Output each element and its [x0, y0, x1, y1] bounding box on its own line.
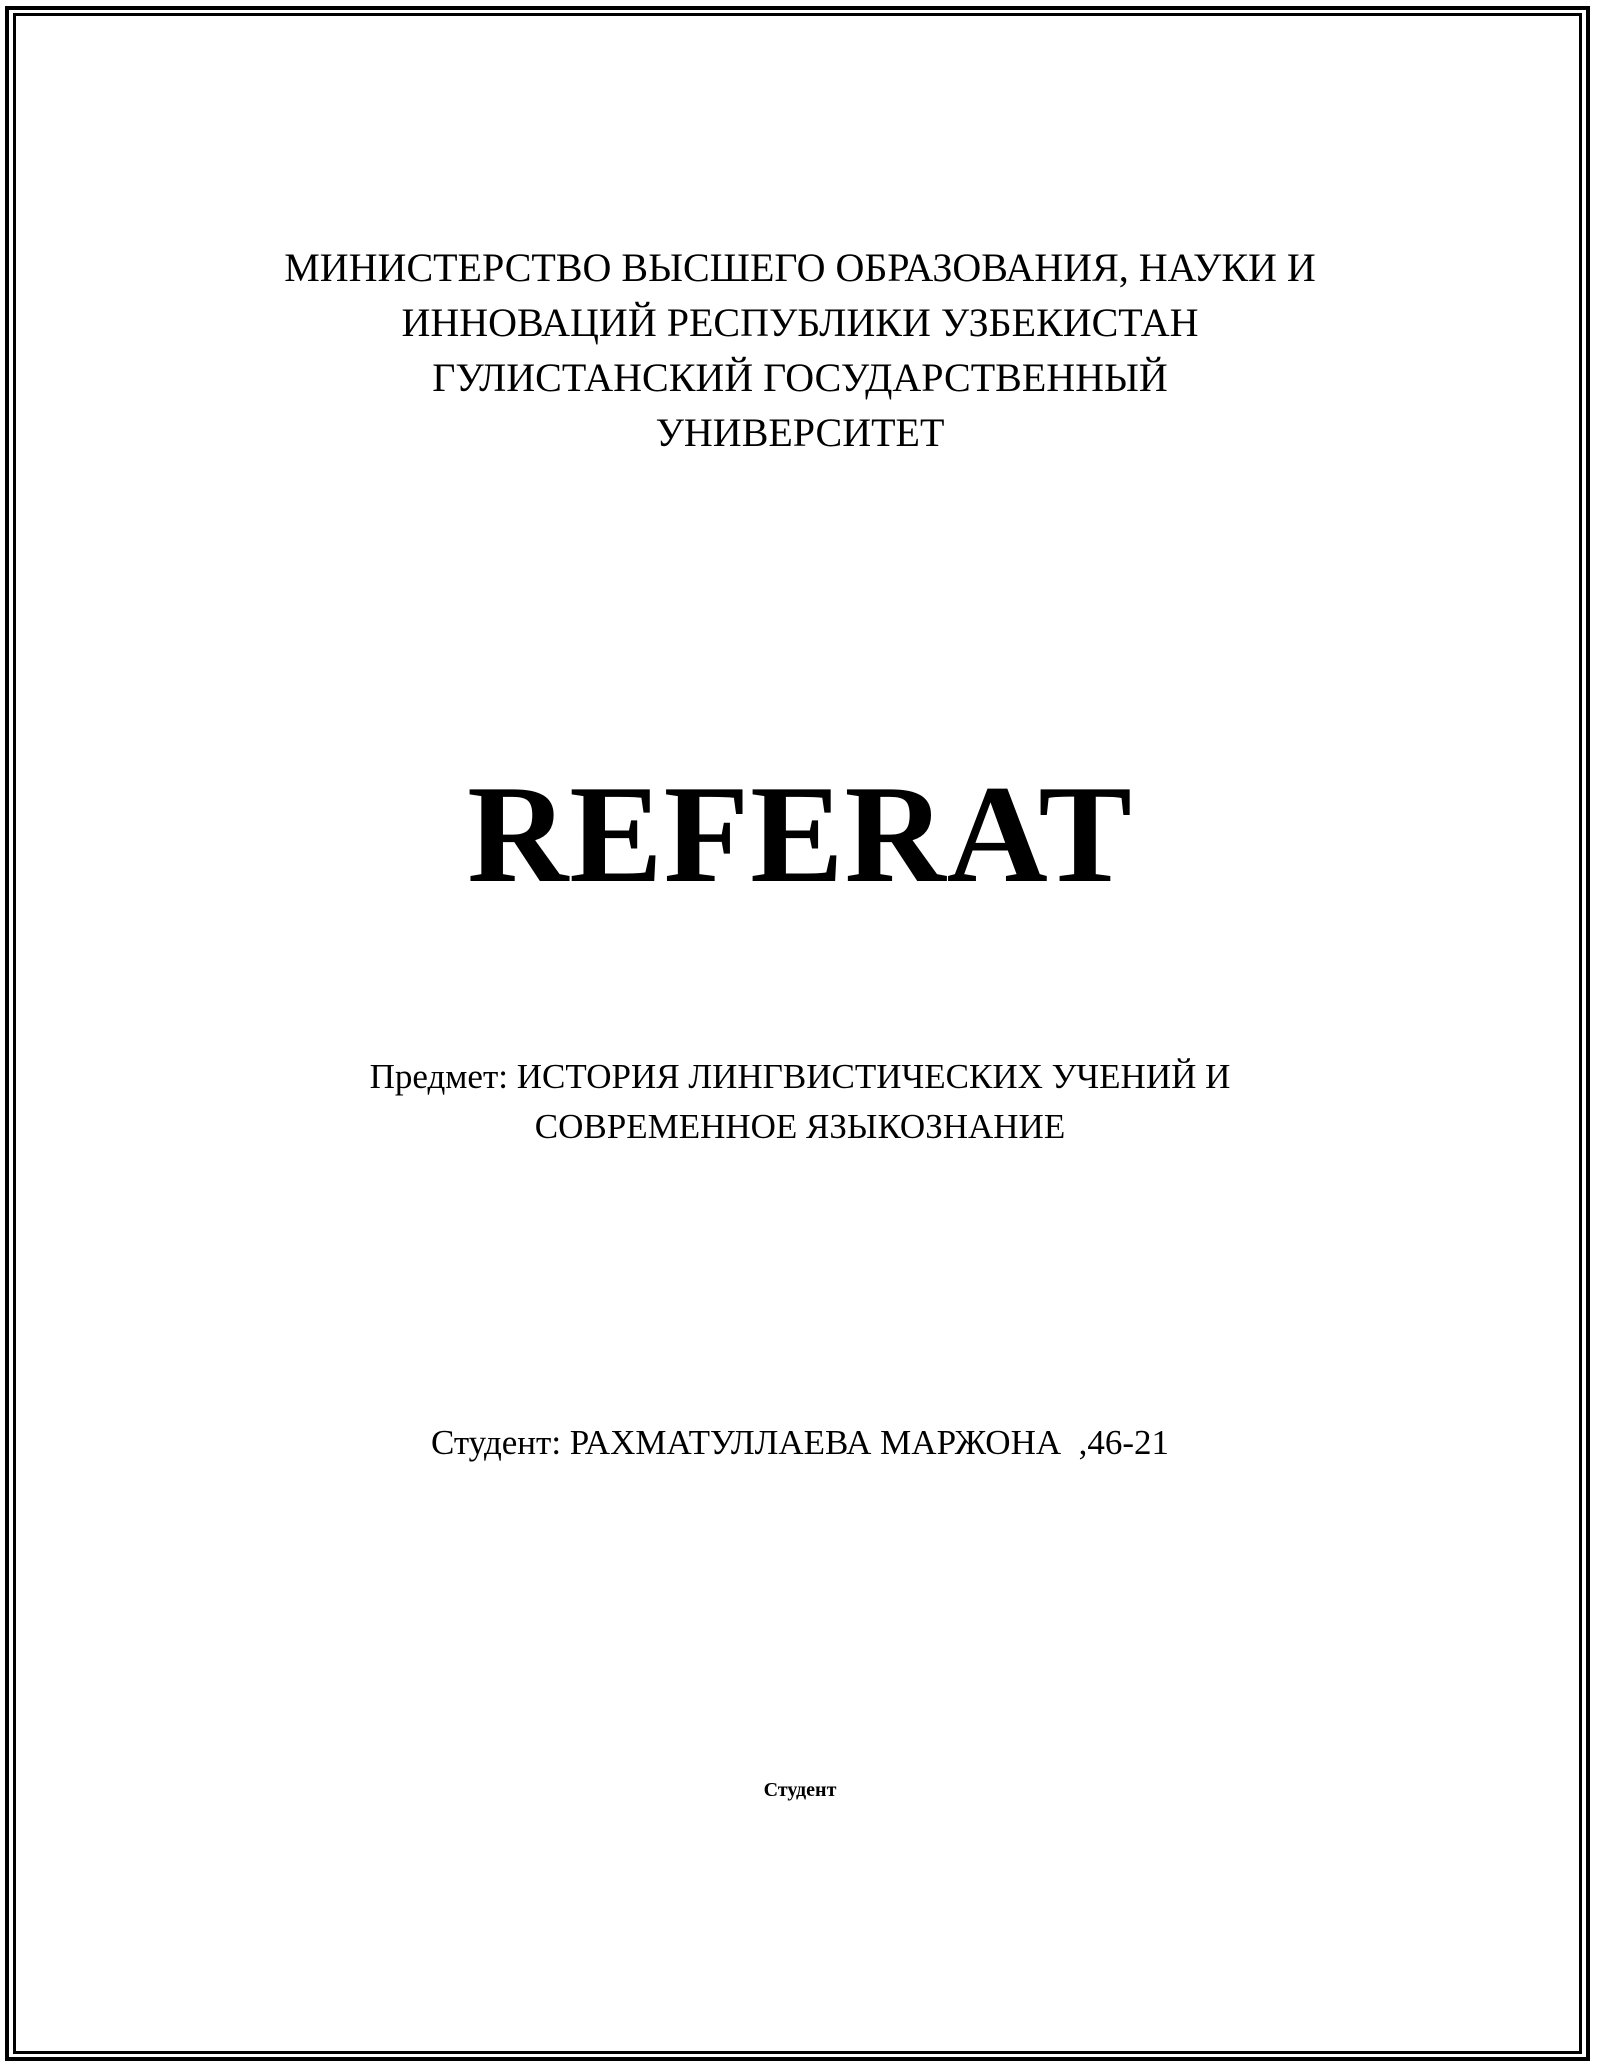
- document-title: REFERAT: [467, 757, 1133, 912]
- footer-student-label: Студент: [763, 1779, 837, 1801]
- institution-line-1: МИНИСТЕРСТВО ВЫСШЕГО ОБРАЗОВАНИЯ, НАУКИ И: [284, 245, 1316, 290]
- institution-line-3: ГУЛИСТАНСКИЙ ГОСУДАРСТВЕННЫЙ: [432, 355, 1168, 400]
- subject-line-2: СОВРЕМЕННОЕ ЯЗЫКОЗНАНИЕ: [534, 1107, 1066, 1146]
- institution-header: [0, 240, 1600, 460]
- institution-line-2: ИННОВАЦИЙ РЕСПУБЛИКИ УЗБЕКИСТАН: [401, 300, 1199, 345]
- student-info: Студент: РАХМАТУЛЛАЕВА МАРЖОНА ,46-21: [430, 1423, 1170, 1462]
- subject-line-1: Предмет: ИСТОРИЯ ЛИНГВИСТИЧЕСКИХ УЧЕНИЙ И: [369, 1057, 1231, 1096]
- institution-line-4: УНИВЕРСИТЕТ: [655, 410, 945, 455]
- subject-block: [0, 1052, 1600, 1152]
